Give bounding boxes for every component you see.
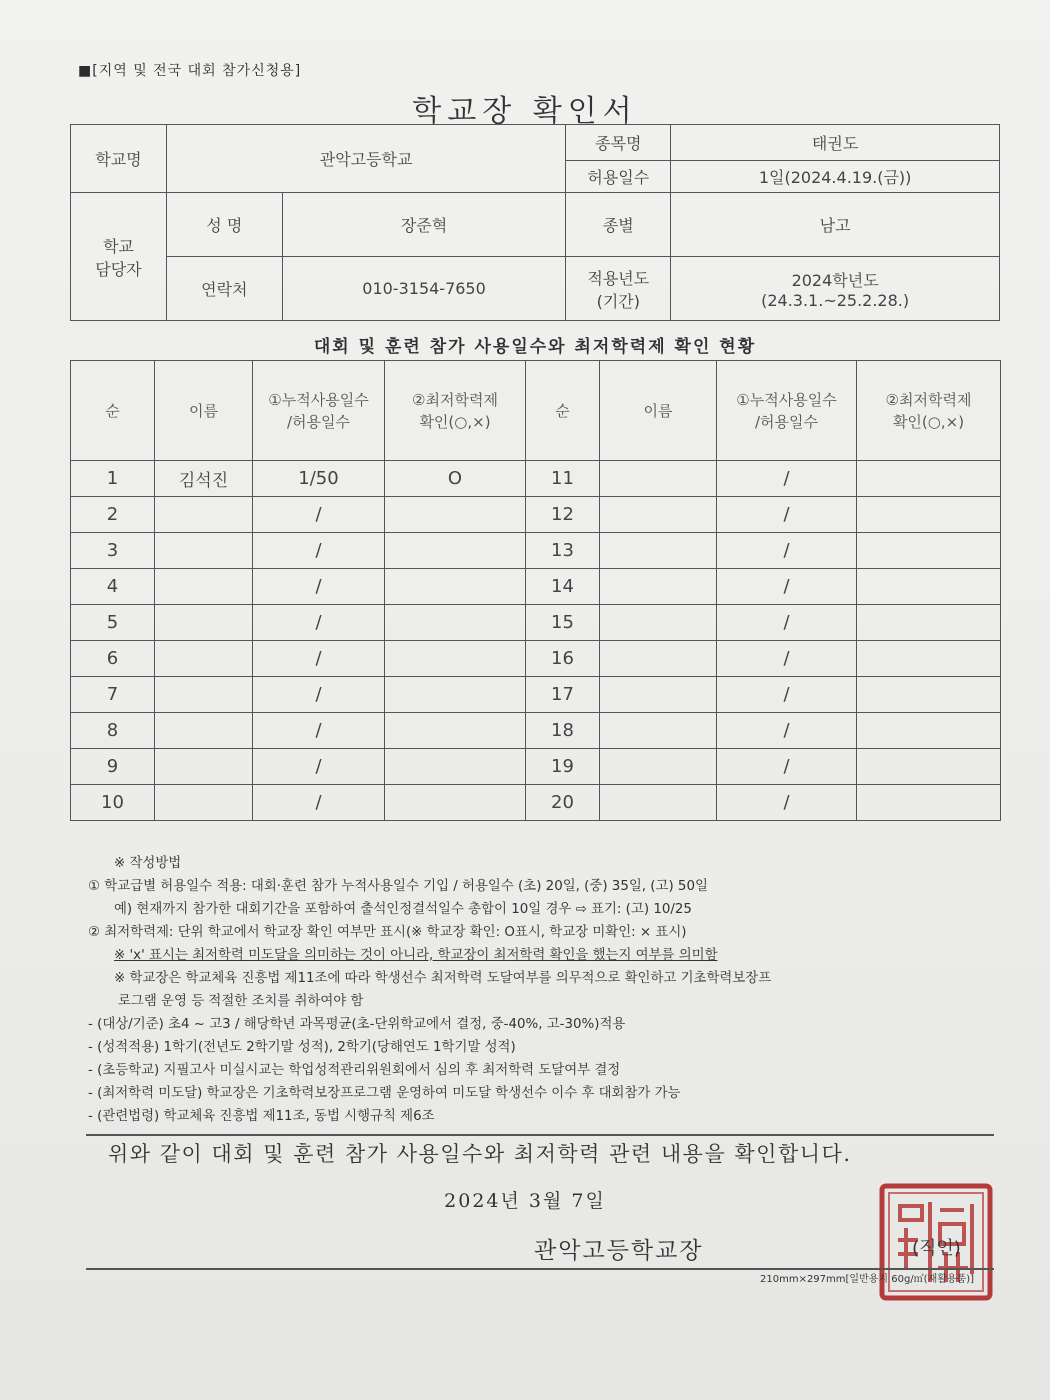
row-number: 20	[526, 785, 600, 821]
allowed-days-value: 1일(2024.4.19.(금))	[671, 161, 1000, 193]
row-number: 17	[526, 677, 600, 713]
row-number: 10	[71, 785, 155, 821]
days-used: /	[717, 497, 857, 533]
participant-name: 김석진	[155, 461, 253, 497]
days-used: /	[253, 677, 385, 713]
instructions	[88, 852, 988, 1128]
period-value-line1: 2024학년도	[791, 270, 879, 290]
header-check-line1: ②최저학력제	[885, 390, 972, 409]
instruction-2: ② 최저학력제: 단위 학교에서 학교장 확인 여부만 표시(※ 학교장 확인: O표시, 학교장 미확인: × 표시)	[88, 925, 687, 940]
min-achievement-check	[857, 713, 1001, 749]
sport-value: 태권도	[671, 125, 1000, 161]
header-check-line2: 확인(○,×)	[419, 412, 491, 431]
min-achievement-check	[385, 677, 526, 713]
instruction-2-note-a: ※ 'x' 표시는 최저학력 미도달을 의미하는 것이 아니라, 학교장이 최저학력 확인을 했는지 여부를 의미함	[114, 948, 718, 963]
table-row	[71, 533, 1001, 569]
min-achievement-check	[857, 497, 1001, 533]
min-achievement-check	[385, 533, 526, 569]
header-days-line2: /허용일수	[754, 412, 818, 431]
header-check-left	[385, 361, 526, 461]
row-number: 6	[71, 641, 155, 677]
row-number: 18	[526, 713, 600, 749]
participant-name	[600, 749, 717, 785]
participation-grid	[70, 360, 1001, 821]
header-name-right: 이름	[600, 361, 717, 461]
days-used: /	[717, 641, 857, 677]
school-info-table	[70, 124, 1000, 321]
contact-person-label-line1: 학교	[102, 236, 134, 256]
participant-name	[600, 713, 717, 749]
days-used: /	[253, 533, 385, 569]
min-achievement-check	[857, 605, 1001, 641]
instruction-1-example: 예) 현재까지 참가한 대회기간을 포함하여 출석인정결석일수 총합이 10일 경우 ⇨ 표기: (고) 10/25	[114, 902, 692, 917]
participant-name	[155, 497, 253, 533]
days-used: /	[253, 569, 385, 605]
participant-name	[600, 497, 717, 533]
days-used: /	[253, 785, 385, 821]
row-number: 12	[526, 497, 600, 533]
period-label-line1: 적용년도	[587, 268, 650, 288]
participant-name	[155, 785, 253, 821]
days-used: /	[717, 605, 857, 641]
days-used: /	[253, 605, 385, 641]
period-value	[671, 257, 1000, 321]
row-number: 2	[71, 497, 155, 533]
detail-not-reached: - (최저학력 미도달) 학교장은 기초학력보장프로그램 운영하여 미도달 학생선수 이수 후 대회참가 가능	[88, 1086, 681, 1101]
seal-label: (직인)	[912, 1238, 961, 1259]
header-no-left: 순	[71, 361, 155, 461]
min-achievement-check	[857, 461, 1001, 497]
days-used: /	[717, 785, 857, 821]
days-used: /	[717, 533, 857, 569]
min-achievement-check	[385, 785, 526, 821]
participant-name	[600, 677, 717, 713]
detail-elementary: - (초등학교) 지필고사 미실시교는 학업성적관리위원회에서 심의 후 최저학력 도달여부 결정	[88, 1063, 621, 1078]
header-check-line2: 확인(○,×)	[892, 412, 965, 431]
participant-name	[600, 569, 717, 605]
instructions-heading: ※ 작성방법	[114, 856, 182, 871]
header-check-right	[857, 361, 1001, 461]
table-row	[71, 605, 1001, 641]
table-row	[71, 461, 1001, 497]
header-days-line2: /허용일수	[286, 412, 350, 431]
allowed-days-label: 허용일수	[566, 161, 671, 193]
participant-name	[600, 605, 717, 641]
page-title: 학교장 확인서	[412, 94, 638, 129]
row-number: 19	[526, 749, 600, 785]
category-value: 남고	[671, 193, 1000, 257]
participant-name	[600, 785, 717, 821]
row-number: 8	[71, 713, 155, 749]
header-days-line1: ①누적사용일수	[736, 390, 837, 409]
name-value: 장준혁	[282, 193, 566, 257]
header-days-line1: ①누적사용일수	[268, 390, 369, 409]
school-name-value: 관악고등학교	[166, 125, 565, 193]
instruction-2-note-b2: 로그램 운영 등 적절한 조치를 취하여야 함	[118, 994, 364, 1009]
header-name-left: 이름	[155, 361, 253, 461]
issue-date: 2024년 3월 7일	[444, 1190, 606, 1212]
instruction-1: ① 학교급별 허용일수 적용: 대회·훈련 참가 누적사용일수 기입 / 허용일수 (초) 20일, (중) 35일, (고) 50일	[88, 879, 708, 894]
name-label: 성 명	[166, 193, 282, 257]
detail-grades: - (성적적용) 1학기(전년도 2학기말 성적), 2학기(당해연도 1학기말 성적)	[88, 1040, 516, 1055]
days-used: /	[253, 749, 385, 785]
participant-name	[155, 533, 253, 569]
row-number: 7	[71, 677, 155, 713]
min-achievement-check	[385, 641, 526, 677]
row-number: 13	[526, 533, 600, 569]
min-achievement-check	[385, 497, 526, 533]
period-label-line2: (기간)	[596, 291, 640, 311]
table-row	[71, 785, 1001, 821]
form-usage-note: ■[지역 및 전국 대회 참가신청용]	[78, 63, 302, 79]
participant-name	[600, 461, 717, 497]
participant-name	[155, 677, 253, 713]
header-days-left	[253, 361, 385, 461]
grid-body	[71, 461, 1001, 821]
paper-spec: 210mm×297mm[일반용지 60g/㎡(재활용품)]	[760, 1274, 975, 1285]
min-achievement-check	[385, 569, 526, 605]
row-number: 9	[71, 749, 155, 785]
table-row	[71, 497, 1001, 533]
days-used: /	[253, 497, 385, 533]
days-used: /	[253, 641, 385, 677]
header-days-right	[717, 361, 857, 461]
contact-person-label	[71, 193, 167, 321]
row-number: 14	[526, 569, 600, 605]
participant-name	[155, 605, 253, 641]
header-no-right: 순	[526, 361, 600, 461]
phone-label: 연락처	[166, 257, 282, 321]
min-achievement-check: O	[385, 461, 526, 497]
header-check-line1: ②최저학력제	[412, 390, 498, 409]
row-number: 11	[526, 461, 600, 497]
row-number: 4	[71, 569, 155, 605]
principal-title: 관악고등학교장	[534, 1238, 704, 1264]
days-used: /	[717, 677, 857, 713]
row-number: 16	[526, 641, 600, 677]
min-achievement-check	[857, 533, 1001, 569]
days-used: /	[717, 569, 857, 605]
participant-name	[600, 533, 717, 569]
contact-person-label-line2: 담당자	[95, 259, 142, 279]
table-row	[71, 749, 1001, 785]
participant-name	[600, 641, 717, 677]
min-achievement-check	[857, 785, 1001, 821]
period-label	[566, 257, 671, 321]
divider-top	[86, 1134, 994, 1136]
table-row	[71, 569, 1001, 605]
min-achievement-check	[385, 713, 526, 749]
table-row	[71, 677, 1001, 713]
instruction-2-note-b1: ※ 학교장은 학교체육 진흥법 제11조에 따라 학생선수 최저학력 도달여부를 의무적으로 확인하고 기초학력보장프	[114, 971, 772, 986]
row-number: 15	[526, 605, 600, 641]
days-used: /	[253, 713, 385, 749]
min-achievement-check	[857, 677, 1001, 713]
detail-target: - (대상/기준) 초4 ~ 고3 / 해당학년 과목평균(초-단위학교에서 결정, 중-40%, 고-30%)적용	[88, 1017, 626, 1032]
min-achievement-check	[857, 641, 1001, 677]
participant-name	[155, 641, 253, 677]
participant-name	[155, 713, 253, 749]
row-number: 1	[71, 461, 155, 497]
days-used: /	[717, 461, 857, 497]
period-value-line2: (24.3.1.~25.2.28.)	[761, 290, 910, 310]
detail-laws: - (관련법령) 학교체육 진흥법 제11조, 동법 시행규칙 제6조	[88, 1109, 435, 1124]
table-row	[71, 641, 1001, 677]
category-label: 종별	[566, 193, 671, 257]
min-achievement-check	[857, 569, 1001, 605]
min-achievement-check	[857, 749, 1001, 785]
min-achievement-check	[385, 749, 526, 785]
days-used: /	[717, 749, 857, 785]
min-achievement-check	[385, 605, 526, 641]
row-number: 5	[71, 605, 155, 641]
participant-name	[155, 569, 253, 605]
confirmation-statement: 위와 같이 대회 및 훈련 참가 사용일수와 최저학력 관련 내용을 확인합니다.	[108, 1142, 852, 1166]
participant-name	[155, 749, 253, 785]
days-used: 1/50	[253, 461, 385, 497]
days-used: /	[717, 713, 857, 749]
row-number: 3	[71, 533, 155, 569]
table-row	[71, 713, 1001, 749]
phone-value: 010-3154-7650	[282, 257, 566, 321]
section-title: 대회 및 훈련 참가 사용일수와 최저학력제 확인 현황	[313, 337, 757, 357]
school-name-label: 학교명	[71, 125, 167, 193]
sport-label: 종목명	[566, 125, 671, 161]
